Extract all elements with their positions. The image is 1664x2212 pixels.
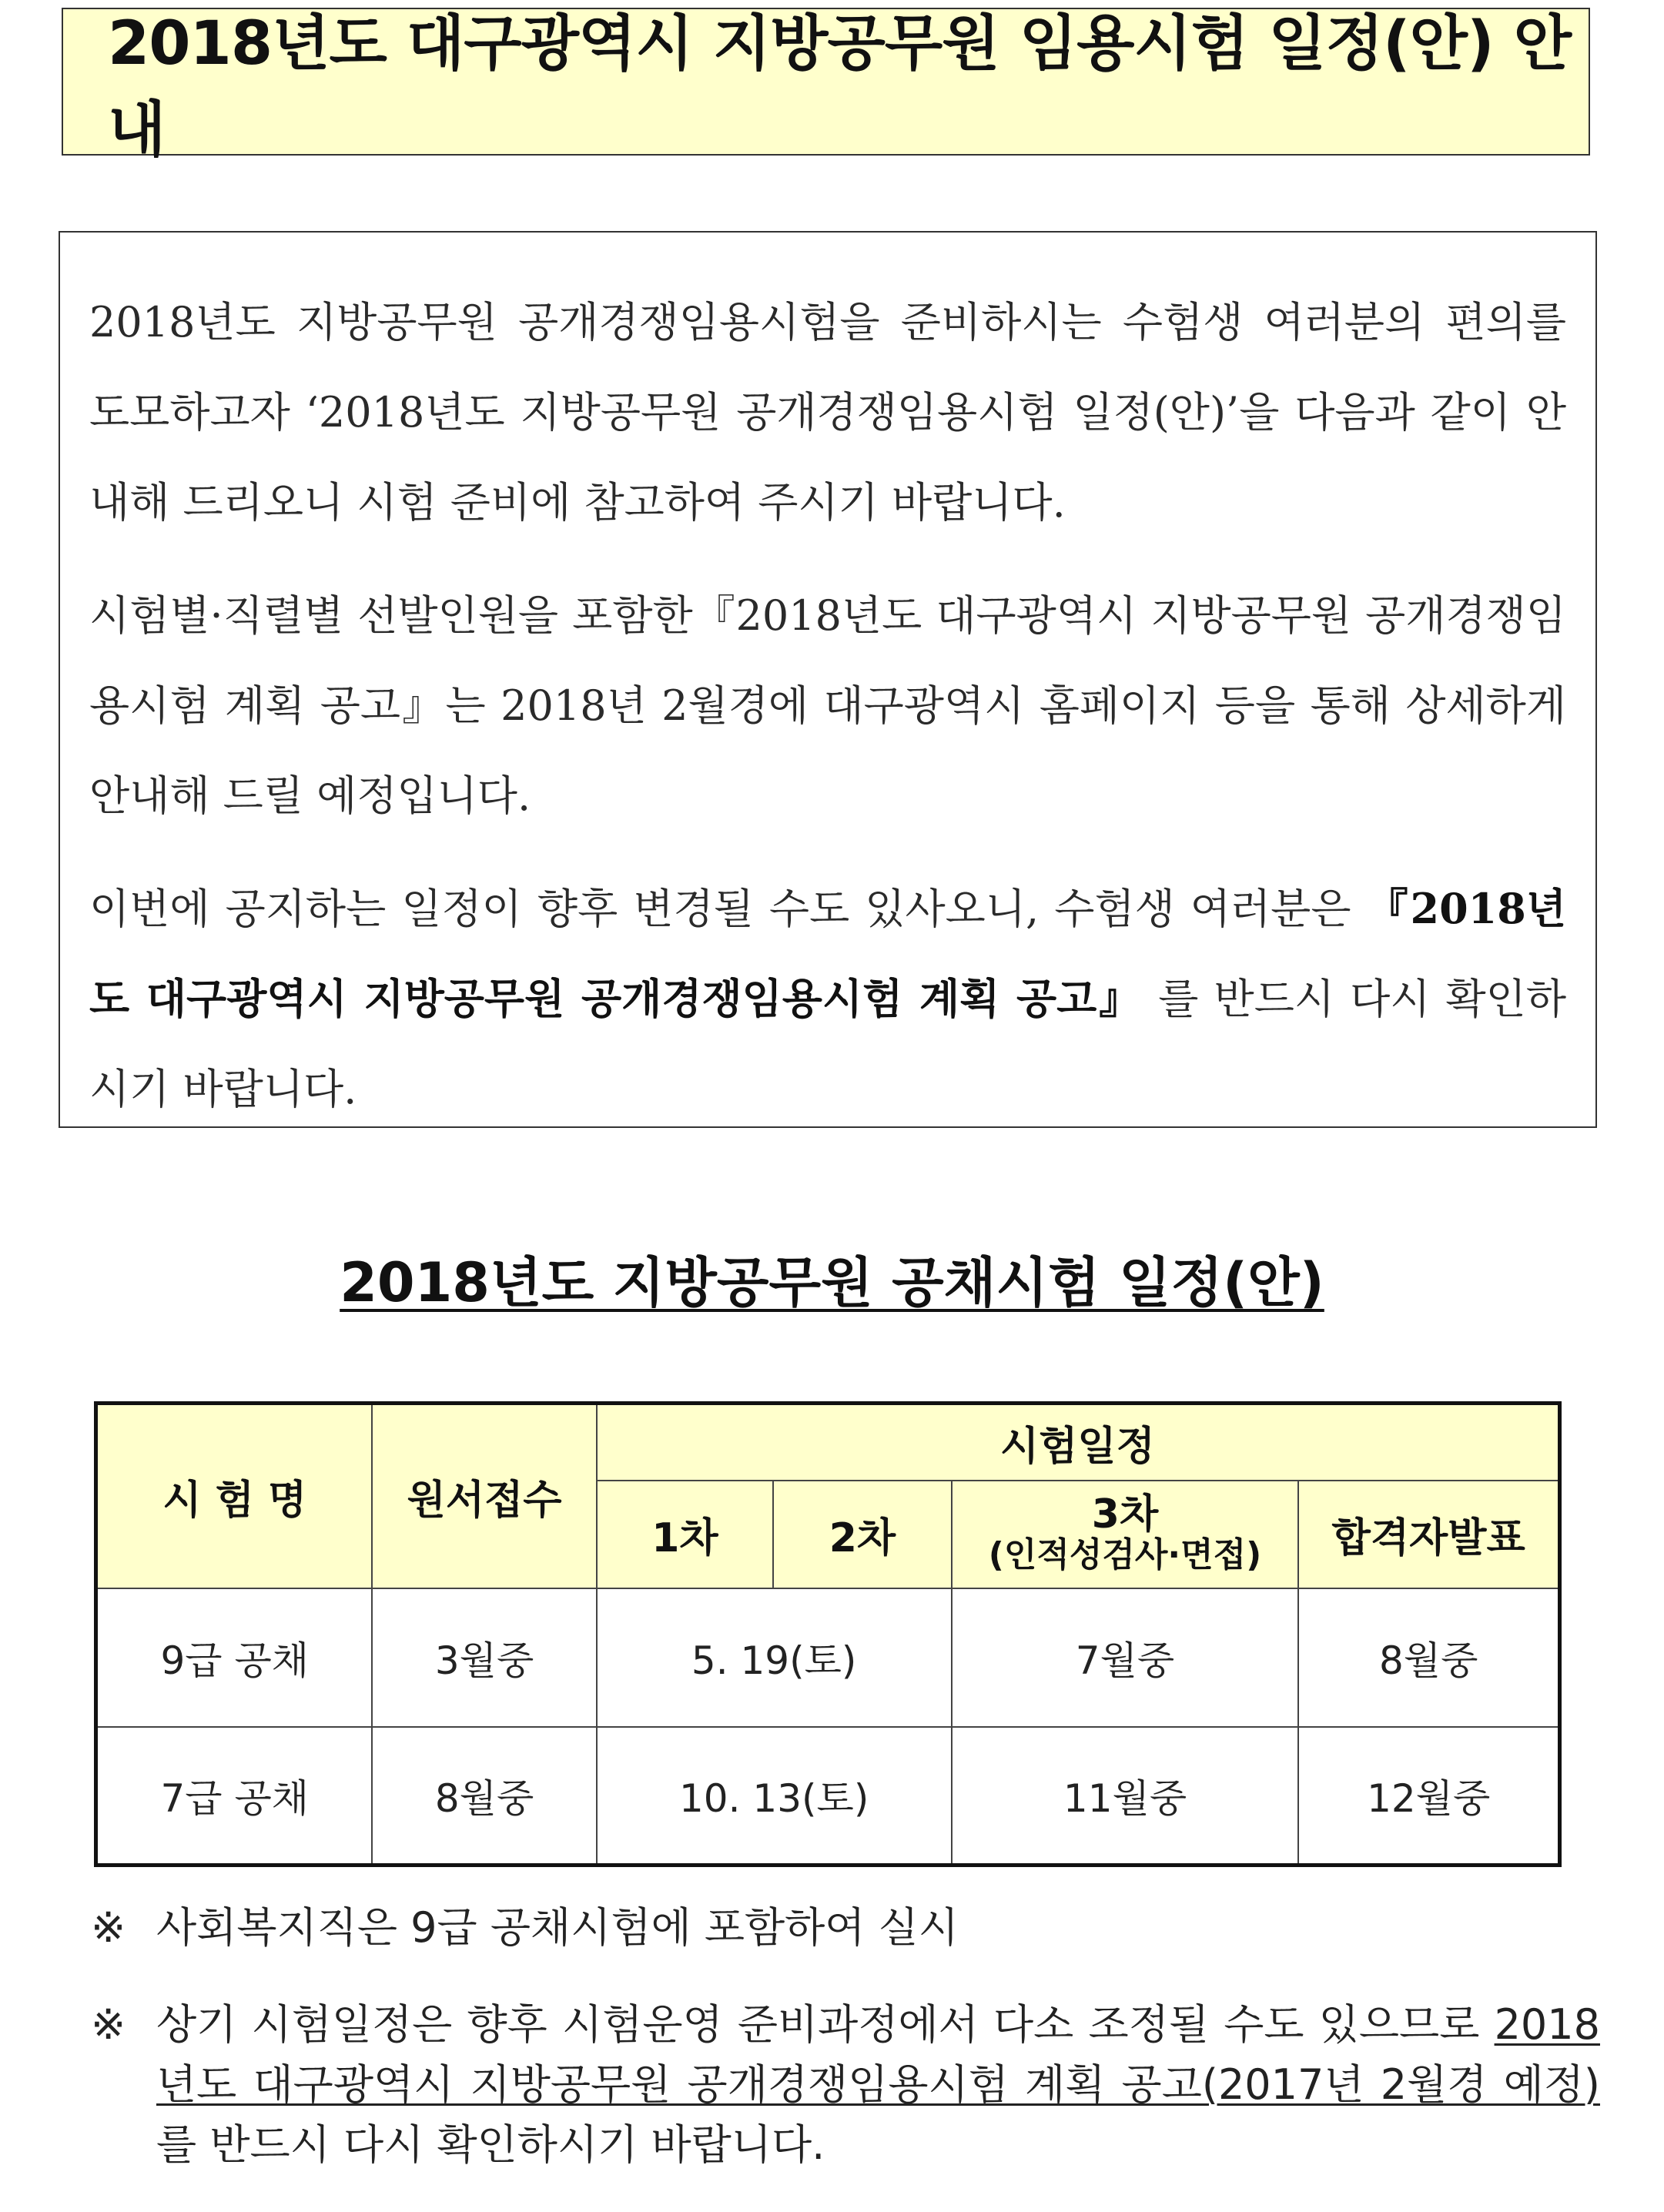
cell-round-3: 11월중 xyxy=(952,1727,1299,1866)
cell-round-1-2: 10. 13(토) xyxy=(597,1727,952,1866)
header-round-3-label: 3차 xyxy=(1091,1491,1159,1538)
notice-paragraph-3-tail: 를 반드시 다시 확인하시기 바랍니다. xyxy=(89,975,1566,1113)
schedule-table xyxy=(94,1401,1562,1867)
cell-round-1-2: 5. 19(토) xyxy=(597,1588,952,1727)
note-2-underlined: 2018년도 대구광역시 지방공무원 공개경쟁임용시험 계획 공고(2017년 2월경 예정) xyxy=(156,2000,1600,2109)
notes-section xyxy=(91,1898,1600,2212)
note-2-text: 상기 시험일정은 향후 시험운영 준비과정에서 다소 조정될 수도 있으므로 xyxy=(156,2000,1480,2049)
header-round-3-sub: (인적성검사·면접) xyxy=(988,1534,1262,1575)
note-2 xyxy=(91,1995,1600,2175)
reference-mark-icon: ※ xyxy=(91,1903,126,1952)
notice-paragraph-3 xyxy=(89,864,1566,1134)
header-announcement: 합격자발표 xyxy=(1298,1481,1559,1588)
header-round-2: 2차 xyxy=(773,1481,951,1588)
title-banner xyxy=(62,8,1590,165)
schedule-title-text: 2018년도 지방공무원 공채시험 일정(안) xyxy=(340,1251,1324,1314)
cell-exam-name: 7급 공채 xyxy=(96,1727,373,1866)
header-application: 원서접수 xyxy=(372,1404,596,1588)
notice-paragraph-2: 시험별·직렬별 선발인원을 포함한『2018년도 대구광역시 지방공무원 공개경쟁임용시험 계획 공고』는 2018년 2월경에 대구광역시 홈페이지 등을 통해 상세하게 안내해 드릴 예정입니다. xyxy=(89,591,1566,820)
notice-paragraph-3-text: 이번에 공지하는 일정이 향후 변경될 수도 있사오니, 수험생 여러분은 xyxy=(89,885,1351,933)
note-1 xyxy=(91,1898,1600,1958)
cell-announcement: 12월중 xyxy=(1298,1727,1559,1866)
cell-announcement: 8월중 xyxy=(1298,1588,1559,1727)
schedule-title xyxy=(0,1240,1664,1317)
header-round-3 xyxy=(952,1481,1299,1588)
cell-exam-name: 9급 공채 xyxy=(96,1588,373,1727)
cell-round-3: 7월중 xyxy=(952,1588,1299,1727)
table-row xyxy=(96,1727,1560,1866)
notice-paragraph-1: 2018년도 지방공무원 공개경쟁임용시험을 준비하시는 수험생 여러분의 편의를 도모하고자 ‘2018년도 지방공무원 공개경쟁임용시험 일정(안)’을 다음과 같이 안내해 드리오니 시험 준비에 참고하여 주시기 바랍니다. xyxy=(89,298,1566,527)
notice-announcement-title: 『2018년도 대구광역시 지방공무원 공개경쟁임용시험 계획 공고』 xyxy=(89,884,1566,1023)
header-round-1: 1차 xyxy=(597,1481,773,1588)
table-row xyxy=(96,1588,1560,1727)
reference-mark-icon: ※ xyxy=(91,2000,126,2049)
page-title: 2018년도 대구광역시 지방공무원 임용시험 일정(안) 안내 xyxy=(108,9,1572,165)
header-exam-name: 시 험 명 xyxy=(96,1404,373,1588)
cell-application: 3월중 xyxy=(372,1588,596,1727)
table-header-row xyxy=(96,1404,1560,1481)
cell-application: 8월중 xyxy=(372,1727,596,1866)
note-2-tail: 를 반드시 다시 확인하시기 바랍니다. xyxy=(156,2120,825,2169)
note-1-text: 사회복지직은 9급 공채시험에 포함하여 실시 xyxy=(156,1903,959,1952)
notice-box xyxy=(59,231,1597,1128)
header-exam-schedule: 시험일정 xyxy=(597,1404,1560,1481)
